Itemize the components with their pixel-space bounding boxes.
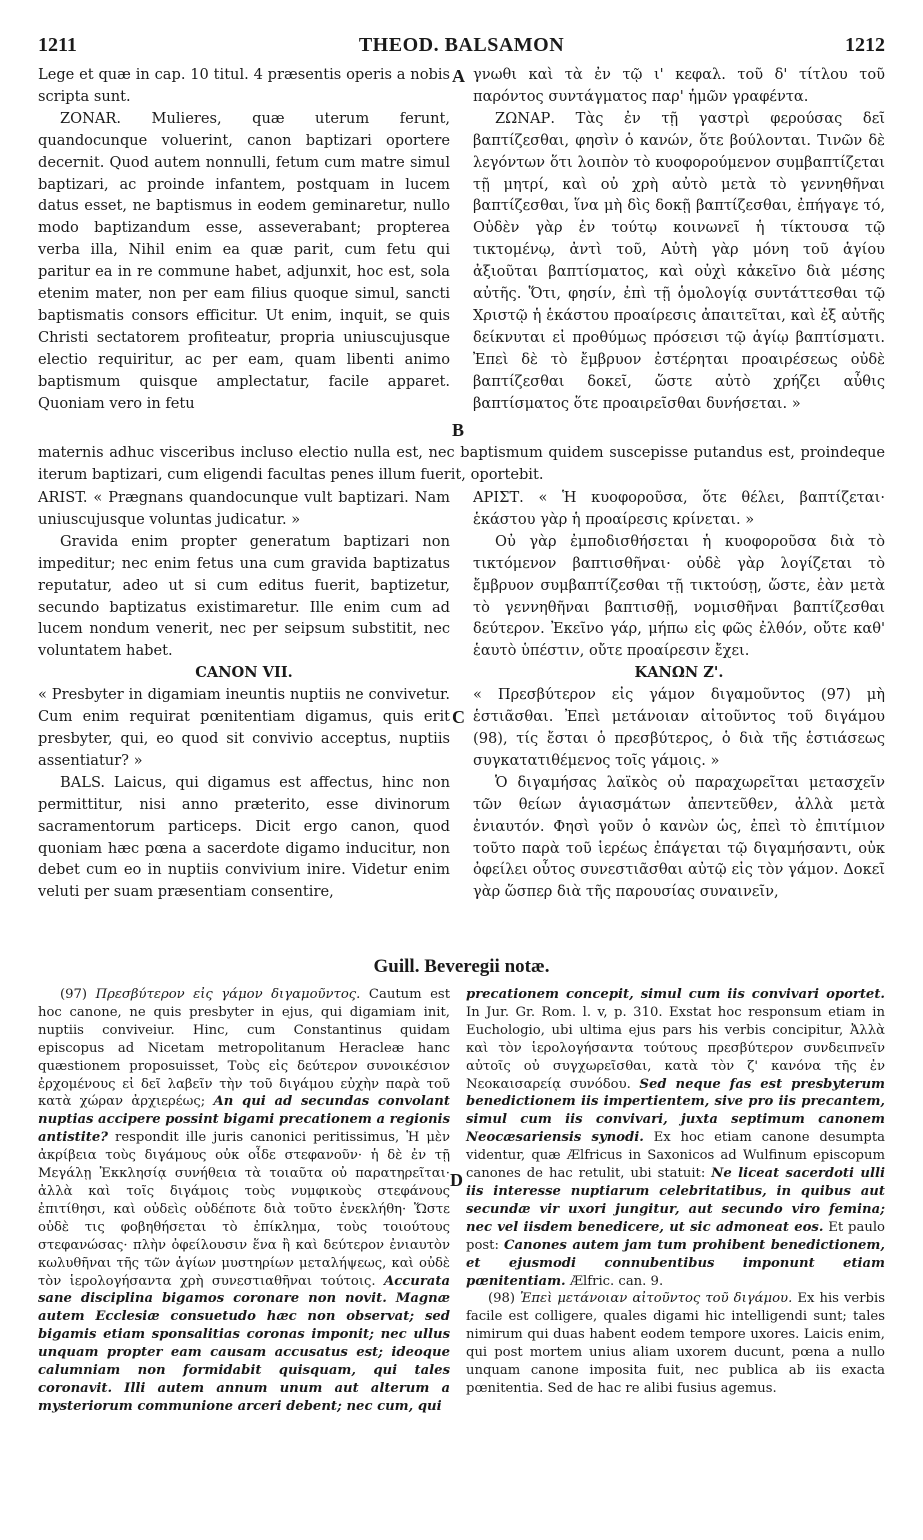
greek-column-top — [473, 64, 885, 415]
latin-paragraph: ZONAR. Mulieres, quæ uterum ferunt, quandocunque voluerint, canon baptizari oportere decernit. Quod autem nonnulli, fetum cum matre simul baptizari, ac proinde infantem, postquam in lucem datus esset, ne baptismus in eodem geminaretur, nullo modo baptizandum esse, asseverabant; propterea verba illa, Nihil enim ea quæ parit, cum fetu qui paritur ea in re commune habet, adjunxit, hoc est, sola etenim mater, non per eam filius quoque simul, sancti baptismatis consors efficitur. Ut enim, inquit, se quis Christi sectatorem profiteatur, propria uniuscujusque electio requiritur, ac per eam, quam libenti animo baptismum quisque amplectatur, facile apparet. Quoniam vero in fetu — [38, 109, 450, 412]
canon-heading-latin: CANON VII. — [195, 664, 293, 682]
page-number-right: 1212 — [845, 34, 885, 56]
margin-letter-b: B — [452, 420, 465, 440]
latin-column-middle — [38, 487, 450, 903]
note-97 — [38, 986, 450, 1416]
note-98 — [466, 1290, 885, 1397]
gravida-latin: Gravida enim propter generatum baptizari non impeditur; nec enim fetus una cum gravida baptizatus reputatur, adeo ut si cum editus fuerit, baptizetur, secundo baptizatus existimaretur. Ille enim cum ad lucem nondum venerit, nec per seipsum substitit, nec voluntatem habet. — [38, 532, 450, 660]
note-italic-text: Ne liceat sacerdoti ulli iis interesse nuptiarum celebritatibus, in quibus aut secundæ vir uxori jungitur, aut secundo viro femina; nec vel iisdem benedicere, ut sic admoneat eos. — [466, 1166, 885, 1235]
note-text: Cautum est hoc canone, ne quis presbyter in ejus, qui digamiam init, nuptiis conviveiur. Hinc, cum Constantinus quidam episcopus ad Nicetam metropolitanum Heracleæ hanc quæstionem proposuisset, Τοὺς εἰς δεύτερον συνοικέσιον ἐρχομένους εἰ δεῖ λαβεῖν τὴν τοῦ διγάμου εὐχὴν παρὰ τοῦ κατὰ χώραν ἀρχιερέως; — [38, 987, 450, 1110]
note-text: Ex his verbis facile est colligere, quales digami hic intelligendi sunt; tales nimirum qui duas habent eodem tempore uxores. Laicis enim, qui post mortem unius aliam uxorem ducunt, pœna a nullo unquam canone imposita fuit, nec publica ab iis exacta pœnitentia. Sed de hac re alibi fusius agemus. — [466, 1291, 885, 1396]
note-italic-text: Accurata sane disciplina bigamos coronare non novit. Magnæ autem Ecclesiæ consuetudo hæc non observat; sed bigamis etiam sponsalitias coronas imponit; nec ullus unquam propter eam causam accusatus est; ideoque calumniam non formidabit quisquam, qui tales coronavit. Illi autem annum unum aut alterum a mysteriorum communione arceri debent; nec cum, qui — [38, 1273, 450, 1414]
note-number: (98) — [488, 1291, 516, 1307]
note-text: Et paulo post: — [466, 1219, 885, 1253]
canon-heading-greek: ΚΑΝΩΝ Ζ'. — [634, 664, 724, 682]
note-italic-text: precationem concepit, simul cum iis convivari oportet. — [466, 987, 885, 1002]
page-header — [38, 34, 885, 62]
note-italic-text: Canones autem jam tum prohibent benedictionem, et ejusmodi connubentibus imponunt etiam pœnitentiam. — [466, 1237, 885, 1289]
latin-paragraph: Lege et quæ in cap. 10 titul. 4 præsentis operis a nobis scripta sunt. — [38, 66, 450, 105]
notes-left-column — [38, 986, 450, 1416]
note-text: Ex hoc etiam canone desumpta videntur, quæ Ælfricus in Saxonicos ad Wulfinum episcopum canones de hac retulit, ubi statuit: — [466, 1130, 885, 1182]
margin-letter-a: A — [452, 66, 465, 86]
running-title: THEOD. BALSAMON — [358, 34, 565, 56]
arist-greek: ΑΡΙΣΤ. « Ἡ κυοφοροῦσα, ὅτε θέλει, βαπτίζεται· ἑκάστου γὰρ ἡ προαίρεσις κρίνεται. » — [473, 489, 885, 528]
spanning-latin-line: maternis adhuc visceribus incluso electio nulla est, nec baptismum quidem suscepisse putandus est, proindeque iterum baptizari, cum eligendi facultas penes illum fuerit, oportebit. — [38, 444, 885, 483]
greek-column-middle — [473, 487, 885, 903]
arist-latin: ARIST. « Prægnans quandocunque vult baptizari. Nam uniuscujusque voluntas judicatur. » — [38, 489, 450, 528]
note-lemma: Πρεσβύτερον εἰς γάμον διγαμοῦντος. — [95, 987, 361, 1002]
note-97-continued — [466, 986, 885, 1290]
margin-letter-c: C — [452, 707, 465, 727]
note-italic-text: An qui ad secundas convolant nuptias accipere possint bigami precationem a regionis antistite? — [38, 1094, 450, 1146]
notes-title: Guill. Beveregii notæ. — [373, 956, 550, 977]
note-lemma: Ἐπεὶ μετάνοιαν αἰτοῦντος τοῦ διγάμου. — [520, 1291, 793, 1307]
page-number-left: 1211 — [38, 34, 77, 56]
bals-greek: Ὁ διγαμήσας λαϊκὸς οὐ παραχωρεῖται μετασχεῖν τῶν θείων ἁγιασμάτων ἀπεντεῦθεν, ἀλλὰ μετὰ ἐνιαυτόν. Φησὶ γοῦν ὁ κανὼν ὡς, ἐπεὶ τὸ ἐπιτίμιον τοῦτο παρὰ τοῦ ἱερέως ἐπάγεται τῷ διγαμήσαντι, οὐκ ὀφείλει οὗτος συνεστιᾶσθαι αὐτῷ εἰς τὸν γάμον. Δοκεῖ γὰρ ὥσπερ διὰ τῆς παρουσίας συναινεῖν, — [473, 773, 885, 901]
canon-text-latin: « Presbyter in digamiam ineuntis nuptiis ne convivetur. Cum enim requirat pœnitentiam digamus, quis erit presbyter, qui, eo quod sit convivio acceptus, nuptiis assentiatur? » — [38, 686, 450, 769]
note-text: respondit ille juris canonici peritissimus, Ἡ μὲν ἀκρίβεια τοὺς διγάμους οὐκ οἶδε στεφανοῦν· ἡ δὲ ἐν τῇ Μεγάλῃ Ἐκκλησίᾳ συνήθεια τὰ τοιαῦτα οὐ παρατηρεῖται· ἀλλὰ καὶ τοῖς διγάμοις τοὺς νυμφικοὺς στεφάνους ἐπιτίθησι, καὶ οὐδεὶς οὐδέποτε διὰ τοῦτο ἐνεκλήθη· Ὥστε οὐδὲ τις φοβηθήσεται τὸ ἐπίκλημα, τοὺς τοιούτους στεφανώσας· πλὴν ὀφείλουσιν ἕνα ἢ καὶ δεύτερον ἐνιαυτὸν κωλυθῆναι τῆς τῶν ἁγίων μυστηρίων μεταλήψεως, καὶ οὐδὲ τὸν ἱερολογήσαντα χρὴ συνεστιαθῆναι τούτοις. — [38, 1130, 450, 1289]
canon-text-greek: « Πρεσβύτερον εἰς γάμον διγαμοῦντος (97) μὴ ἑστιᾶσθαι. Ἐπεὶ μετάνοιαν αἰτοῦντος τοῦ διγάμου (98), τίς ἔσται ὁ πρεσβύτερος, ὁ διὰ τῆς ἑστιάσεως συγκατατιθέμενος τοῖς γάμοις. » — [473, 686, 885, 769]
latin-column-top — [38, 64, 450, 415]
note-text: In Jur. Gr. Rom. l. v, p. 310. Exstat hoc responsum etiam in Euchologio, ubi ultima ejus pars his verbis concipitur, Ἀλλὰ καὶ τὸν ἱερολογήσαντα τούτους πρεσβύτερον συνδειπνεῖν αὐτοῖς οὐ συγχωρεῖσθαι, κατὰ τὸν ζ' κανόνα τῆς ἐν Νεοκαισαρείᾳ συνόδου. — [466, 1004, 885, 1092]
notes-right-column — [466, 986, 885, 1398]
margin-letter-d: D — [450, 1170, 463, 1190]
gravida-greek: Οὐ γὰρ ἐμποδισθήσεται ἡ κυοφοροῦσα διὰ τὸ τικτόμενον βαπτισθῆναι· οὐδὲ γὰρ λογίζεται τὸ ἔμβρυον συμβαπτίζεσθαι τῇ τικτούσῃ, ὥστε, ἐὰν μετὰ τὸ γεννηθῆναι βαπτισθῇ, νομισθῆναι βαπτίζεσθαι δεύτερον. Ἐκεῖνο γάρ, μήπω εἰς φῶς ἐλθόν, οὔτε καθ' ἑαυτὸ ὑπέστιν, οὔτε προαίρεσιν ἔχει. — [473, 532, 885, 660]
note-text: Ælfric. can. 9. — [569, 1273, 664, 1289]
bals-latin: BALS. Laicus, qui digamus est affectus, hinc non permittitur, nisi anno præterito, esse divinorum sacramentorum particeps. Dicit ergo canon, quod quoniam hæc pœna a sacerdote digamo inducitur, non debet cum eo in nuptiis convivium inire. Videtur enim veluti per suam præsentiam consentire, — [38, 773, 450, 901]
note-number: (97) — [60, 987, 88, 1002]
greek-paragraph: ΖΩΝΑΡ. Τὰς ἐν τῇ γαστρὶ φερούσας δεῖ βαπτίζεσθαι, φησὶν ὁ κανών, ὅτε βούλονται. Τινῶν δὲ λεγόντων ὅτι λοιπὸν τὸ κυοφορούμενον συμβαπτίζεται τῇ μητρί, καὶ οὐ χρὴ αὐτὸ μετὰ τὸ γεννηθῆναι βαπτίζεσθαι, ἵνα μὴ δὶς δοκῇ βαπτίζεσθαι, ἐπήγαγε τό, Οὐδὲν γὰρ ἐν τούτῳ κοινωνεῖ ἡ τίκτουσα τῷ τικτομένῳ, ἀντὶ τοῦ, Αὐτὴ γὰρ μόνη τοῦ ἁγίου ἀξιοῦται βαπτίσματος, καὶ οὐχὶ κἀκεῖνο διὰ μέσης αὐτῆς. Ὅτι, φησίν, ἐπὶ τῇ ὁμολογίᾳ συντάττεσθαι τῷ Χριστῷ ἡ ἑκάστου προαίρεσις ἀπαιτεῖται, καὶ ἐξ αὐτῆς δείκνυται εἰ προθύμως πρόσεισι τῷ ἁγίῳ βαπτίσματι. Ἐπεὶ δὲ τὸ ἔμβρυον ἐστέρηται προαιρέσεως οὐδὲ βαπτίζεσθαι δοκεῖ, ὥστε αὐτὸ χρήζει αὖθις βαπτίσματος ὅτε προαιρεῖσθαι δυνήσεται. » — [473, 109, 885, 412]
greek-paragraph: γνωθι καὶ τὰ ἐν τῷ ι' κεφαλ. τοῦ δ' τίτλου τοῦ παρόντος συντάγματος παρ' ἡμῶν γραφέντα. — [473, 66, 885, 105]
note-italic-text: Sed neque fas est presbyterum benedictionem iis impertientem, sive pro iis precantem, simul cum iis convivari, juxta septimum canonem Neocæsariensis synodi. — [466, 1076, 885, 1146]
